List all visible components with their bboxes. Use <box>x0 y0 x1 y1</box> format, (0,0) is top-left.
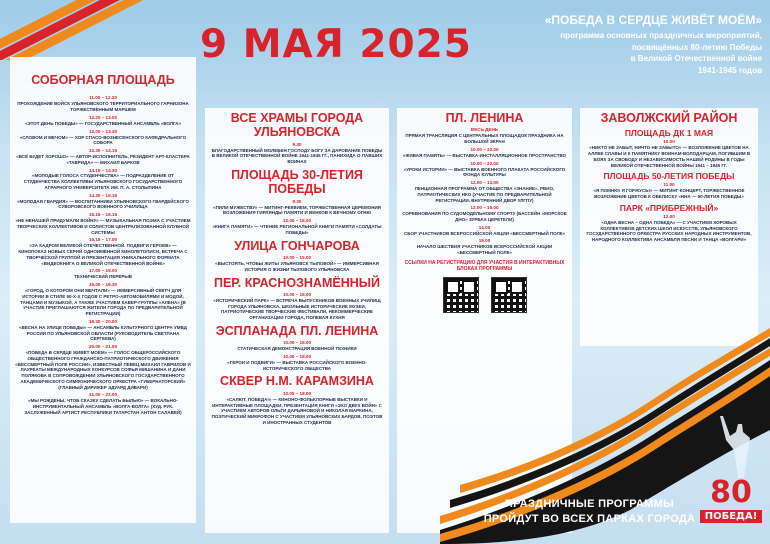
event-time: 10.00 – 22.00 <box>470 160 499 166</box>
event-item <box>15 319 191 342</box>
event-time: 15.00 <box>478 238 491 244</box>
event-time: 9.30 <box>292 198 302 204</box>
event-time: 12.20 – 13.00 <box>88 114 118 120</box>
city-venues-column <box>205 108 389 533</box>
event-item <box>15 392 191 415</box>
event-text: «ИСТОРИЧЕСКИЙ ПАРК» — ВСТРЕЧА ВЫПУСКНИКОВ ВОЕННЫХ УЧИЛИЩ ГОРОДА УЛЬЯНОВСКА, ШКОЛЬНЫЕ ИСТОРИЧЕСКИЕ МУЗЕИ, ПАТРИОТИЧЕСКИЕ ТВОРЧЕСКИЕ ФЕСТИВАЛИ, НЕКОММЕРЧЕСКИЕ ОРГАНИЗАЦИИ ГОРОДА, ПОЛЕВАЯ КУХНЯ <box>213 297 381 321</box>
event-text: «ЭТОТ ДЕНЬ ПОБЕДЫ» — ГОСУДАРСТВЕННЫЙ АНСАМБЛЬ «ВОЛГА» <box>24 120 182 126</box>
section-title: ПЛ. ЛЕНИНА <box>445 111 524 125</box>
event-text: СОРЕВНОВАНИЯ ПО СУДОМОДЕЛЬНОМУ СПОРТУ (БАССЕЙН «МОРСКОЕ ДНО» ЗУРБАХ ЦЕРЕТЕЛИ) <box>402 211 567 222</box>
event-time: 10.00 – 18.00 <box>282 353 312 359</box>
event-text: «ВСЁ БУДЕТ ХОРОШО» — АВТОР-ИСПОЛНИТЕЛЬ, РЕЗИДЕНТ АРТ-КЛАСТЕРА «ТАВРИДА» — МИХАИЛ БАРКОВ <box>16 154 190 165</box>
section-title: ЭСПЛАНАДА ПЛ. ЛЕНИНА <box>215 323 379 338</box>
event-item <box>402 161 567 178</box>
event-time: 11.00 – 12.20 <box>89 95 117 101</box>
event-time: 13.30 – 14.15 <box>88 148 118 154</box>
event-text: «ПИЛИ МУЖЕСТВУ» — МИТИНГ-РЕКВИЕМ, ТОРЖЕСТВЕННАЯ ЦЕРЕМОНИЯ ВОЗЛОЖЕНИЯ ГИРЛЯНДЫ ПАМЯТИ И ВЕНКОВ К ВЕЧНОМУ ОГНЮ <box>213 204 381 216</box>
event-item <box>402 127 567 144</box>
event-item <box>210 292 384 321</box>
event-text: «МОЛОДЫЕ ГОЛОСА СТУДЕНЧЕСТВА» — ПОДРАЗДЕЛЕНИЕ ОТ СТУДЕНЧЕСТВА КОЛЛЕКТИВЫ УЛЬЯНОВСКОГО ГОСУДАРСТВЕННОГО АГРАРНОГО УНИВЕРСИТЕТА ИМ. П. А. СТОЛЫПИНА <box>23 173 183 190</box>
qr-code-icon[interactable] <box>443 277 479 313</box>
event-text: «ЗА КАДРОМ ВЕЛИКОЙ ОТЕЧЕСТВЕННОЙ. ПОДВИГИ ГЕРОЕВ» — КИНОПОКАЗ НОВЫХ СЕРИЙ ОДНОИМЁННОЙ КИНОЛЕТОПИСИ, ВСТРЕЧА С ТВОРЧЕСКОЙ ГРУППОЙ И ПРЕЗЕНТАЦИЯ УНИКАЛЬНОГО ФОРМАТА «ВИДЕОКНИГА О ВЕЛИКОЙ ОТЕЧЕСТВЕННОЙ ВОЙНЕ» <box>18 243 188 266</box>
event-text: «ГОРОД, О КОТОРОМ ОНИ МЕЧТАЛИ» — ИММЕРСИВНЫЙ СКЕТЧ ДЛЯ ИСТОРИИ В СТИЛЕ 50-Х-Х ГОДОВ С РЕТРО-АВТОМОБИЛЯМИ И МОДОЙ, ТАНЦАМИ И МУЗЫКОЙ, А ТАКЖЕ УЧАСТИЕМ КАВЕР-ГРУППЫ «АЛЕНА» (В УЧАСТИЕ ПРИГЛАШАЮТСЯ ЖИТЕЛИ ГОРОДА ПО ПРЕДВАРИТЕЛЬНОЙ РЕГИСТРАЦИИ) <box>20 288 186 317</box>
event-item <box>402 238 567 255</box>
event-item <box>210 391 384 426</box>
event-time: 14.15 – 14.30 <box>88 167 118 173</box>
qr-registration-note: ССЫЛКИ НА РЕГИСТРАЦИЮ ДЛЯ УЧАСТИЯ В ИНТЕРАКТИВНЫХ БЛОКАХ ПРОГРАММЫ <box>404 259 565 273</box>
event-item <box>210 340 384 352</box>
event-list <box>397 127 572 256</box>
event-item <box>15 237 191 266</box>
event-time: 9.30 <box>292 141 302 147</box>
event-time: 10.00 – 22.00 <box>470 146 499 152</box>
event-time: 21.00 – 22.00 <box>88 392 118 398</box>
section-title: СОБОРНАЯ ПЛОЩАДЬ <box>31 73 175 87</box>
event-text: ПРОХОЖДЕНИЕ ВОЙСК УЛЬЯНОВСКОГО ТЕРРИТОРИАЛЬНОГО ГАРНИЗОНА ТОРЖЕСТВЕННЫМ МАРШЕМ <box>17 101 189 113</box>
event-time: 20.00 – 21.00 <box>88 344 118 350</box>
footer-note: ПРАЗДНИЧНЫЕ ПРОГРАММЫ ПРОЙДУТ ВО ВСЕХ ПАРКАХ ГОРОДА <box>483 498 696 525</box>
event-item <box>15 344 191 390</box>
event-text: «ЖИВАЯ ПАМЯТЬ» — ВЫСТАВКА-ИНСТАЛЛЯЦИОННОЕ ПРОСТРАНСТВО <box>402 152 567 158</box>
subsection-title: ПЛОЩАДЬ 50-ЛЕТИЯ ПОБЕДЫ <box>603 171 735 182</box>
event-item <box>15 193 191 210</box>
event-text: «КНИГА ПАМЯТИ» — ЧТЕНИЕ РЕГИОНАЛЬНОЙ КНИГИ ПАМЯТИ «СОЛДАТЫ ПОБЕДЫ» <box>212 224 382 235</box>
event-text: «САЛЮТ, ПОБЕДА!» — КИНОНО-ФОЛЬКЛОРНЫЕ ВЫСТАВКИ И ИНТЕРАКТИВНЫЕ ПЛОЩАДКИ, ПРЕЗЕНТАЦИЯ КНИГИ «ЭХО ДВУХ ВОЙН» С УЧАСТИЕМ АВТОРОВ ОЛЬГИ ДАРЬЯНОВОЙ И НИКОЛАЯ МАРКИНА, ПОЭТИЧЕСКИЙ МИКРОФОН С УЧАСТИЕМ УЛЬЯНОВСКИХ БАРДОВ, ПОЭТОВ И ИНОСТРАННЫХ СТУДЕНТОВ <box>211 396 383 425</box>
event-item <box>402 205 567 222</box>
event-text: ПРЯМАЯ ТРАНСЛЯЦИЯ С ЦЕНТРАЛЬНЫХ ПЛОЩАДОК ПРАЗДНИКА НА БОЛЬШОЙ ЭКРАН <box>405 133 564 145</box>
victory-80-logo: 80 ПОБЕДА! <box>700 478 762 538</box>
zavolzhsky-district-column <box>580 108 758 346</box>
event-text: «УРОКИ ИСТОРИИ» — ВЫСТАВКА ВОЕННОГО ПЛАКАТА РОССИЙСКОГО ФОНДА КУЛЬТУРЫ <box>403 166 566 178</box>
event-item <box>15 95 191 112</box>
event-text: «НЕ НЕНАШЕЙ ПРИДУМАЛИ ВОЙНУ» — МУЗЫКАЛЬНАЯ ПОЭМА С УЧАСТИЕМ ТВОРЧЕСКИХ КОЛЛЕКТИВОВ И СОЛИСТОВ ЦЕНТРАЛИЗОВАННОЙ КЛУБНОЙ СИСТЕМЫ <box>15 218 191 235</box>
event-time: 10.00 – 18.00 <box>282 340 312 346</box>
event-item <box>15 148 191 165</box>
sobornaya-square-column <box>10 57 196 523</box>
header-subtitle <box>480 14 762 77</box>
motherland-statue-icon <box>716 410 762 480</box>
section-title: УЛИЦА ГОНЧАРОВА <box>234 238 360 253</box>
corner-ribbon-decoration <box>0 0 150 60</box>
event-text: «ГЕРОИ И ПОДВИГИ» — ВЫСТАВКА РОССИЙСКОГО ВОЕННО-ИСТОРИЧЕСКОГО ОБЩЕСТВА <box>227 359 367 371</box>
event-text: НАЧАЛО ШЕСТВИЯ УЧАСТНИКОВ ВСЕРОССИЙСКОЙ АКЦИИ «БЕССМЕРТНЫЙ ПОЛК» <box>416 244 553 256</box>
event-text: «МЫ РОЖДЕНЫ, ЧТОБ СКАЗКУ СДЕЛАТЬ БЫЛЬЮ» — ВОКАЛЬНО-ИНСТРУМЕНТАЛЬНЫЙ АНСАМБЛЬ «ВОЛГА-ВОЛГА» (ХУД. РУК. ЗАСЛУЖЕННЫЙ АРТИСТ РЕСПУБЛИКИ ТАТАРСТАН АНТОН САЛАВЕЙ) <box>24 398 182 415</box>
event-time: 10.00 – 18.00 <box>282 390 312 396</box>
event-time: 10.00 – 18.00 <box>282 291 312 297</box>
event-time: 11.00 <box>663 182 675 188</box>
event-item <box>15 168 191 191</box>
program-description: программа основных праздничных мероприятий, посвящённых 80-летию Победы в Великой Отечественной войне 1941-1945 годов <box>560 30 762 75</box>
event-item <box>585 139 753 168</box>
event-time: 15.15 – 16.15 <box>88 212 118 218</box>
event-item <box>402 147 567 159</box>
section-title: ПЛОЩАДЬ 30-ЛЕТИЯ ПОБЕДЫ <box>231 167 363 197</box>
event-text: «ВЕСНА НА УЛИЦЕ ПОБЕДЫ» — АНСАМБЛЬ КУЛЬТУРНОГО ЦЕНТРА УМВД РОССИИ ПО УЛЬЯНОВСКОЙ ОБЛАСТИ (РУКОВОДИТЕЛЬ СВЕТЛАНА СЕРГЕЕВА) <box>19 324 187 342</box>
section-title: ПЕР. КРАСНОЗНАМЁННЫЙ <box>213 275 381 290</box>
event-item <box>15 268 191 280</box>
event-text: ЛЕНЦИОННАЯ ПРОГРАММА ОТ ОБЩЕСТВА «ЗНАНИЕ», РВИО, ПАТРИОТИЧЕСКИХ НКО (УЧАСТИЕ ПО ПРЕДВАРИТЕЛЬНОЙ РЕГИСТРАЦИИ, ВНУТРЕННИЙ ДВОР УЛГПУ) <box>414 186 555 203</box>
event-time: 12.00 – 15.00 <box>470 205 499 211</box>
event-time: 14.30 – 15.15 <box>88 192 118 198</box>
page-title: 9 МАЯ 2025 <box>200 22 472 67</box>
event-text: «ПОБЕДА В СЕРДЦЕ ЖИВЁТ МОЁМ» — ГОЛОС ОБЩЕРОССИЙСКОГО ОБЩЕСТВЕННОГО ГРАЖДАНСКО-ПАТРИОТИЧЕСКОГО ДВИЖЕНИЯ «БЕССМЕРТНЫЙ ПОЛК РОССИИ», ИЗВЕСТНЫЙ ПЕВЕЦ МИХАИЛ ГАВРИЛОВ И ЛАУРЕАТЫ МЕЖДУНАРОДНЫХ КОНКУРСОВ СОФЬЯ МИШАНИНА И ДАНИ ПОЛЯКОВА В СОПРОВОЖДЕНИИ УЛЬЯНОВСКОГО ГОСУДАРСТВЕННОГО АКАДЕМИЧЕСКОГО СИМФОНИЧЕСКОГО ОРКЕСТРА «ГУБЕРНАТОРСКИЙ» (ГЛАВНЫЙ ДИРИЖЕР ЭДУАРД ДИВАРИ) <box>15 350 191 390</box>
event-time: ВЕСЬ ДЕНЬ <box>470 127 499 133</box>
event-item <box>15 282 191 317</box>
event-text: СТАТИЧЕСКАЯ ДЕМОНСТРАЦИЯ ВОЕННОЙ ТЕХНИКИ <box>237 346 357 352</box>
event-text: СБОР УЧАСТНИКОВ ВСЕРОССИЙСКОЙ АКЦИИ «БЕССМЕРТНЫЙ ПОЛК» <box>404 230 565 236</box>
event-time: 10.00 – 15.00 <box>282 255 312 261</box>
event-text: «ОДНА ВЕСНА – ОДНА ПОБЕДА» — С УЧАСТИЕМ ХОРОВЫХ КОЛЛЕКТИВОВ ДЕТСКИХ ШКОЛ ИСКУССТВ, УЛЬЯНОВСКОГО ГОСУДАРСТВЕННОГО ОРКЕСТРА РУССКИХ НАРОДНЫХ ИНСТРУМЕНТОВ, НАРОДНОГО КОЛЛЕКТИВА АНСАМБЛЯ ПЕСНИ И ТАНЦА «ВОЛГАРИ» <box>586 219 752 243</box>
event-item <box>15 129 191 146</box>
event-item <box>210 255 384 272</box>
qr-codes <box>397 277 572 313</box>
event-item <box>402 225 567 237</box>
event-item <box>15 212 191 235</box>
event-time: 12.00 <box>663 213 675 219</box>
subsection-title: ПЛОЩАДЬ ДК 1 МАЯ <box>624 128 714 139</box>
section-title: ВСЕ ХРАМЫ ГОРОДА УЛЬЯНОВСКА <box>230 111 364 140</box>
section-title: СКВЕР Н.М. КАРАМЗИНА <box>220 374 374 389</box>
event-time: 16.15 – 17.00 <box>88 237 118 243</box>
event-item <box>585 214 753 243</box>
event-item <box>210 218 384 235</box>
qr-code-icon[interactable] <box>491 277 527 313</box>
event-item <box>210 354 384 371</box>
event-text: БЛАГОДАРСТВЕННЫЙ МОЛЕБЕН ГОСПОДУ БОГУ ЗА ДАРОВАНИЕ ПОБЕДЫ В ВЕЛИКОЙ ОТЕЧЕСТВЕННОЙ ВОЙНЕ 1941-1945 ГГ., ПАНИХИДА О ПАВШИХ ВОИНАХ <box>211 147 383 165</box>
event-text: «МОЛОДАЯ ГВАРДИЯ» — ВОСПИТАННИКИ УЛЬЯНОВСКОГО ГВАРДЕЙСКОГО СУВОРОВСКОГО ВОЕННОГО УЧИЛИЩА <box>16 198 190 210</box>
event-time: 17.00 – 19.00 <box>88 268 118 274</box>
event-item <box>585 182 753 199</box>
event-item <box>402 180 567 203</box>
event-time: 19.00 – 19.30 <box>88 282 118 288</box>
event-list <box>10 95 196 415</box>
event-item <box>15 115 191 127</box>
event-time: 14.00 <box>478 224 491 230</box>
event-text: «Я ПОМНЮ! Я ГОРЖУСЬ!» — МИТИНГ-КОНЦЕРТ, ТОРЖЕСТВЕННОЕ ВОЗЛОЖЕНИЕ ЦВЕТОВ К ОБЕЛИСКУ «ННА — 50-ЛЕТИЯ ПОБЕДЫ» <box>593 188 745 200</box>
event-text: «НИКТО НЕ ЗАБЫТ, НИЧТО НЕ ЗАБЫТО» — ВОЗЛОЖЕНИЕ ЦВЕТОВ НА АЛЛЕЕ СЛАВЫ И К ПАМЯТНИКУ ВОИНАМ-ВОЛОДАРЦАМ, ПОГИБШИМ В БОЯХ ЗА СВОБОДУ И НЕЗАВИСИМОСТЬ НАШЕЙ РОДИНЫ В ГОДЫ ВЕЛИКОЙ ОТЕЧЕСТВЕННОЙ ВОЙНЫ 1941 – 1945 ГГ. <box>587 145 751 168</box>
slogan: «ПОБЕДА В СЕРДЦЕ ЖИВЁТ МОЁМ» <box>544 13 762 27</box>
event-text: «ВЫСТОЯТЬ, ЧТОБЫ ЖИТЬ! УЛЬЯНОВСК ТЫЛОВОЙ» — ИММЕРСИВНАЯ ИСТОРИЯ О ЖИЗНИ ТЫЛОВОГО УЛЬЯНОВСКА <box>215 261 379 272</box>
event-time: 10.00 <box>663 139 675 145</box>
event-time: 19.30 – 20.00 <box>88 318 118 324</box>
event-time: 13.00 – 13.30 <box>88 128 118 134</box>
event-time: 12.00 – 16.00 <box>282 218 312 224</box>
section-title: ЗАВОЛЖСКИЙ РАЙОН <box>600 111 738 125</box>
event-time: 12.00 – 13.00 <box>470 180 499 186</box>
event-text: ТЕХНИЧЕСКИЙ ПЕРЕРЫВ <box>73 274 132 280</box>
subsection-title: ПАРК «ПРИБРЕЖНЫЙ» <box>619 202 719 213</box>
event-item <box>210 142 384 165</box>
event-item <box>210 199 384 216</box>
event-text: «СЛОВОМ И МЕЧОМ» — ХОР СПАСО-ВОЗНЕСЕНСКОГО КАФЕДРАЛЬНОГО СОБОРА <box>19 134 187 146</box>
